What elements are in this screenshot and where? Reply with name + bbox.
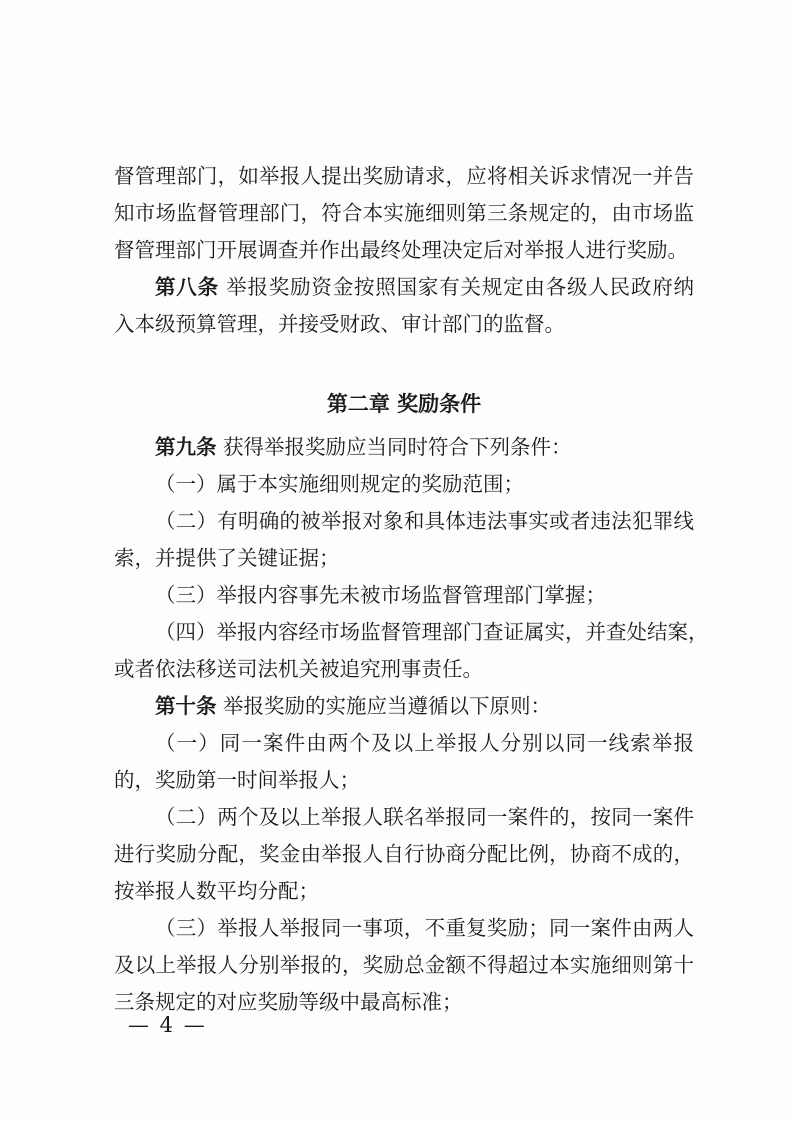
list-item-continuation: 按举报人数平均分配； xyxy=(114,879,319,903)
article-9-label: 第九条 xyxy=(155,435,217,459)
body-text xyxy=(114,158,709,1021)
list-item: （一）属于本实施细则规定的奖励范围； xyxy=(155,472,524,496)
article-9-intro xyxy=(114,429,694,466)
list-item: （三）举报人举报同一事项，不重复奖励；同一案件由两人 xyxy=(155,916,694,940)
text-line: 知市场监督管理部门，符合本实施细则第三条规定的，由市场监 xyxy=(114,201,694,225)
list-item-continuation: 及以上举报人分别举报的，奖励总金额不得超过本实施细则第十 xyxy=(114,953,694,977)
list-item: （四）举报内容经市场监督管理部门查证属实，并查处结案， xyxy=(155,620,709,644)
list-item-continuation: 索，并提供了关键证据； xyxy=(114,546,340,570)
page-number: — 4 — xyxy=(128,1013,207,1037)
list-item-continuation: 的，奖励第一时间举报人； xyxy=(114,768,360,792)
list-item: （三）举报内容事先未被市场监督管理部门掌握； xyxy=(155,583,606,607)
section-gap xyxy=(114,343,694,379)
list-item: （二）两个及以上举报人联名举报同一案件的，按同一案件 xyxy=(155,805,694,829)
article-10-intro xyxy=(114,688,694,725)
text-line: 督管理部门开展调查并作出最终处理决定后对举报人进行奖励。 xyxy=(114,238,688,262)
text-line: 入本级预算管理，并接受财政、审计部门的监督。 xyxy=(114,312,565,336)
chapter-heading: 第二章 奖励条件 xyxy=(326,391,482,416)
article-9-text: 获得举报奖励应当同时符合下列条件： xyxy=(216,435,572,459)
article-8-label: 第八条 xyxy=(155,275,219,299)
list-item: （二）有明确的被举报对象和具体违法事实或者违法犯罪线 xyxy=(155,509,694,533)
list-item-continuation: 三条规定的对应奖励等级中最高标准； xyxy=(114,990,463,1014)
list-item-continuation: 进行奖励分配，奖金由举报人自行协商分配比例，协商不成的， xyxy=(114,842,694,866)
list-item: （一）同一案件由两个及以上举报人分别以同一线索举报 xyxy=(155,731,694,755)
article-8-text: 举报奖励资金按照国家有关规定由各级人民政府纳 xyxy=(218,275,695,299)
list-item-continuation: 或者依法移送司法机关被追究刑事责任。 xyxy=(114,657,483,681)
article-10-label: 第十条 xyxy=(155,694,217,718)
article-8-first-line xyxy=(114,269,694,306)
text-line: 督管理部门，如举报人提出奖励请求，应将相关诉求情况一并告 xyxy=(114,164,694,188)
article-10-text: 举报奖励的实施应当遵循以下原则： xyxy=(216,694,552,718)
